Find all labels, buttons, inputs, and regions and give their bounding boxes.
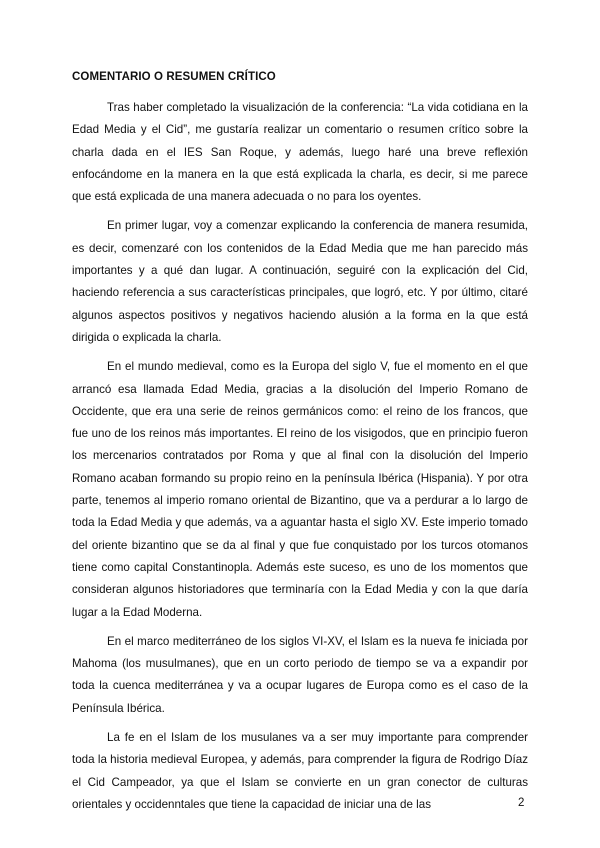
- section-heading: COMENTARIO O RESUMEN CRÍTICO: [72, 71, 276, 83]
- paragraph-plan: En primer lugar, voy a comenzar explicando la conferencia de manera resumida, es decir, comenzaré con los contenidos de la Edad Media que me han parecido más importantes y a qué dan lugar. A continuación, seguiré con la explicación del Cid, haciendo referencia a sus características principales, que logró, etc. Y por último, citaré algunos aspectos positivos y negativos haciendo alusión a la forma en la que está dirigida o explicada la charla.: [72, 219, 528, 344]
- paragraph-medieval-world: En el mundo medieval, como es la Europa del siglo V, fue el momento en el que arrancó esa llamada Edad Media, gracias a la disolución del Imperio Romano de Occidente, que era una serie de reinos germánicos como: el reino de los francos, que fue uno de los reinos más importantes. El reino de los visigodos, que en principio fueron los mercenarios contratados por Roma y que al final con la disolución del Imperio Romano acaban formando su propio reino en la península Ibérica (Hispania). Y por otra parte, tenemos al imperio romano oriental de Bizantino, que va a perdurar a lo largo de toda la Edad Media y que además, va a aguantar hasta el siglo XV. Este imperio tomado del oriente bizantino que se da al final y que fue conquistado por los turcos otomanos tiene como capital Constantinopla. Además este suceso, es uno de los momentos que consideran algunos historiadores que terminaría con la Edad Media y con la que daría lugar a la Edad Moderna.: [72, 360, 528, 619]
- body-text: [72, 97, 528, 823]
- page-number: 2: [518, 797, 525, 809]
- paragraph-islam-mediterranean: En el marco mediterráneo de los siglos VI-XV, el Islam es la nueva fe iniciada por Mahoma (los musulmanes), que en un corto periodo de tiempo se va a expandir por toda la cuenca mediterránea y va a ocupar lugares de Europa como es el caso de la Península Ibérica.: [72, 634, 528, 715]
- paragraph-intro: Tras haber completado la visualización de la conferencia: “La vida cotidiana en la Edad Media y el Cid”, me gustaría realizar un comentario o resumen crítico sobre la charla dada en el IES San Roque, y además, luego haré una breve reflexión enfocándome en la manera en la que está explicada la charla, es decir, si me parece que está explicada de una manera adecuada o no para los oyentes.: [72, 101, 528, 204]
- paragraph-islam-faith: La fe en el Islam de los musulanes va a ser muy importante para comprender toda la historia medieval Europea, y además, para comprender la figura de Rodrigo Díaz el Cid Campeador, ya que el Islam se convierte en un gran conector de culturas orientales y occidenntales que tiene la capacidad de iniciar una de las: [72, 731, 528, 811]
